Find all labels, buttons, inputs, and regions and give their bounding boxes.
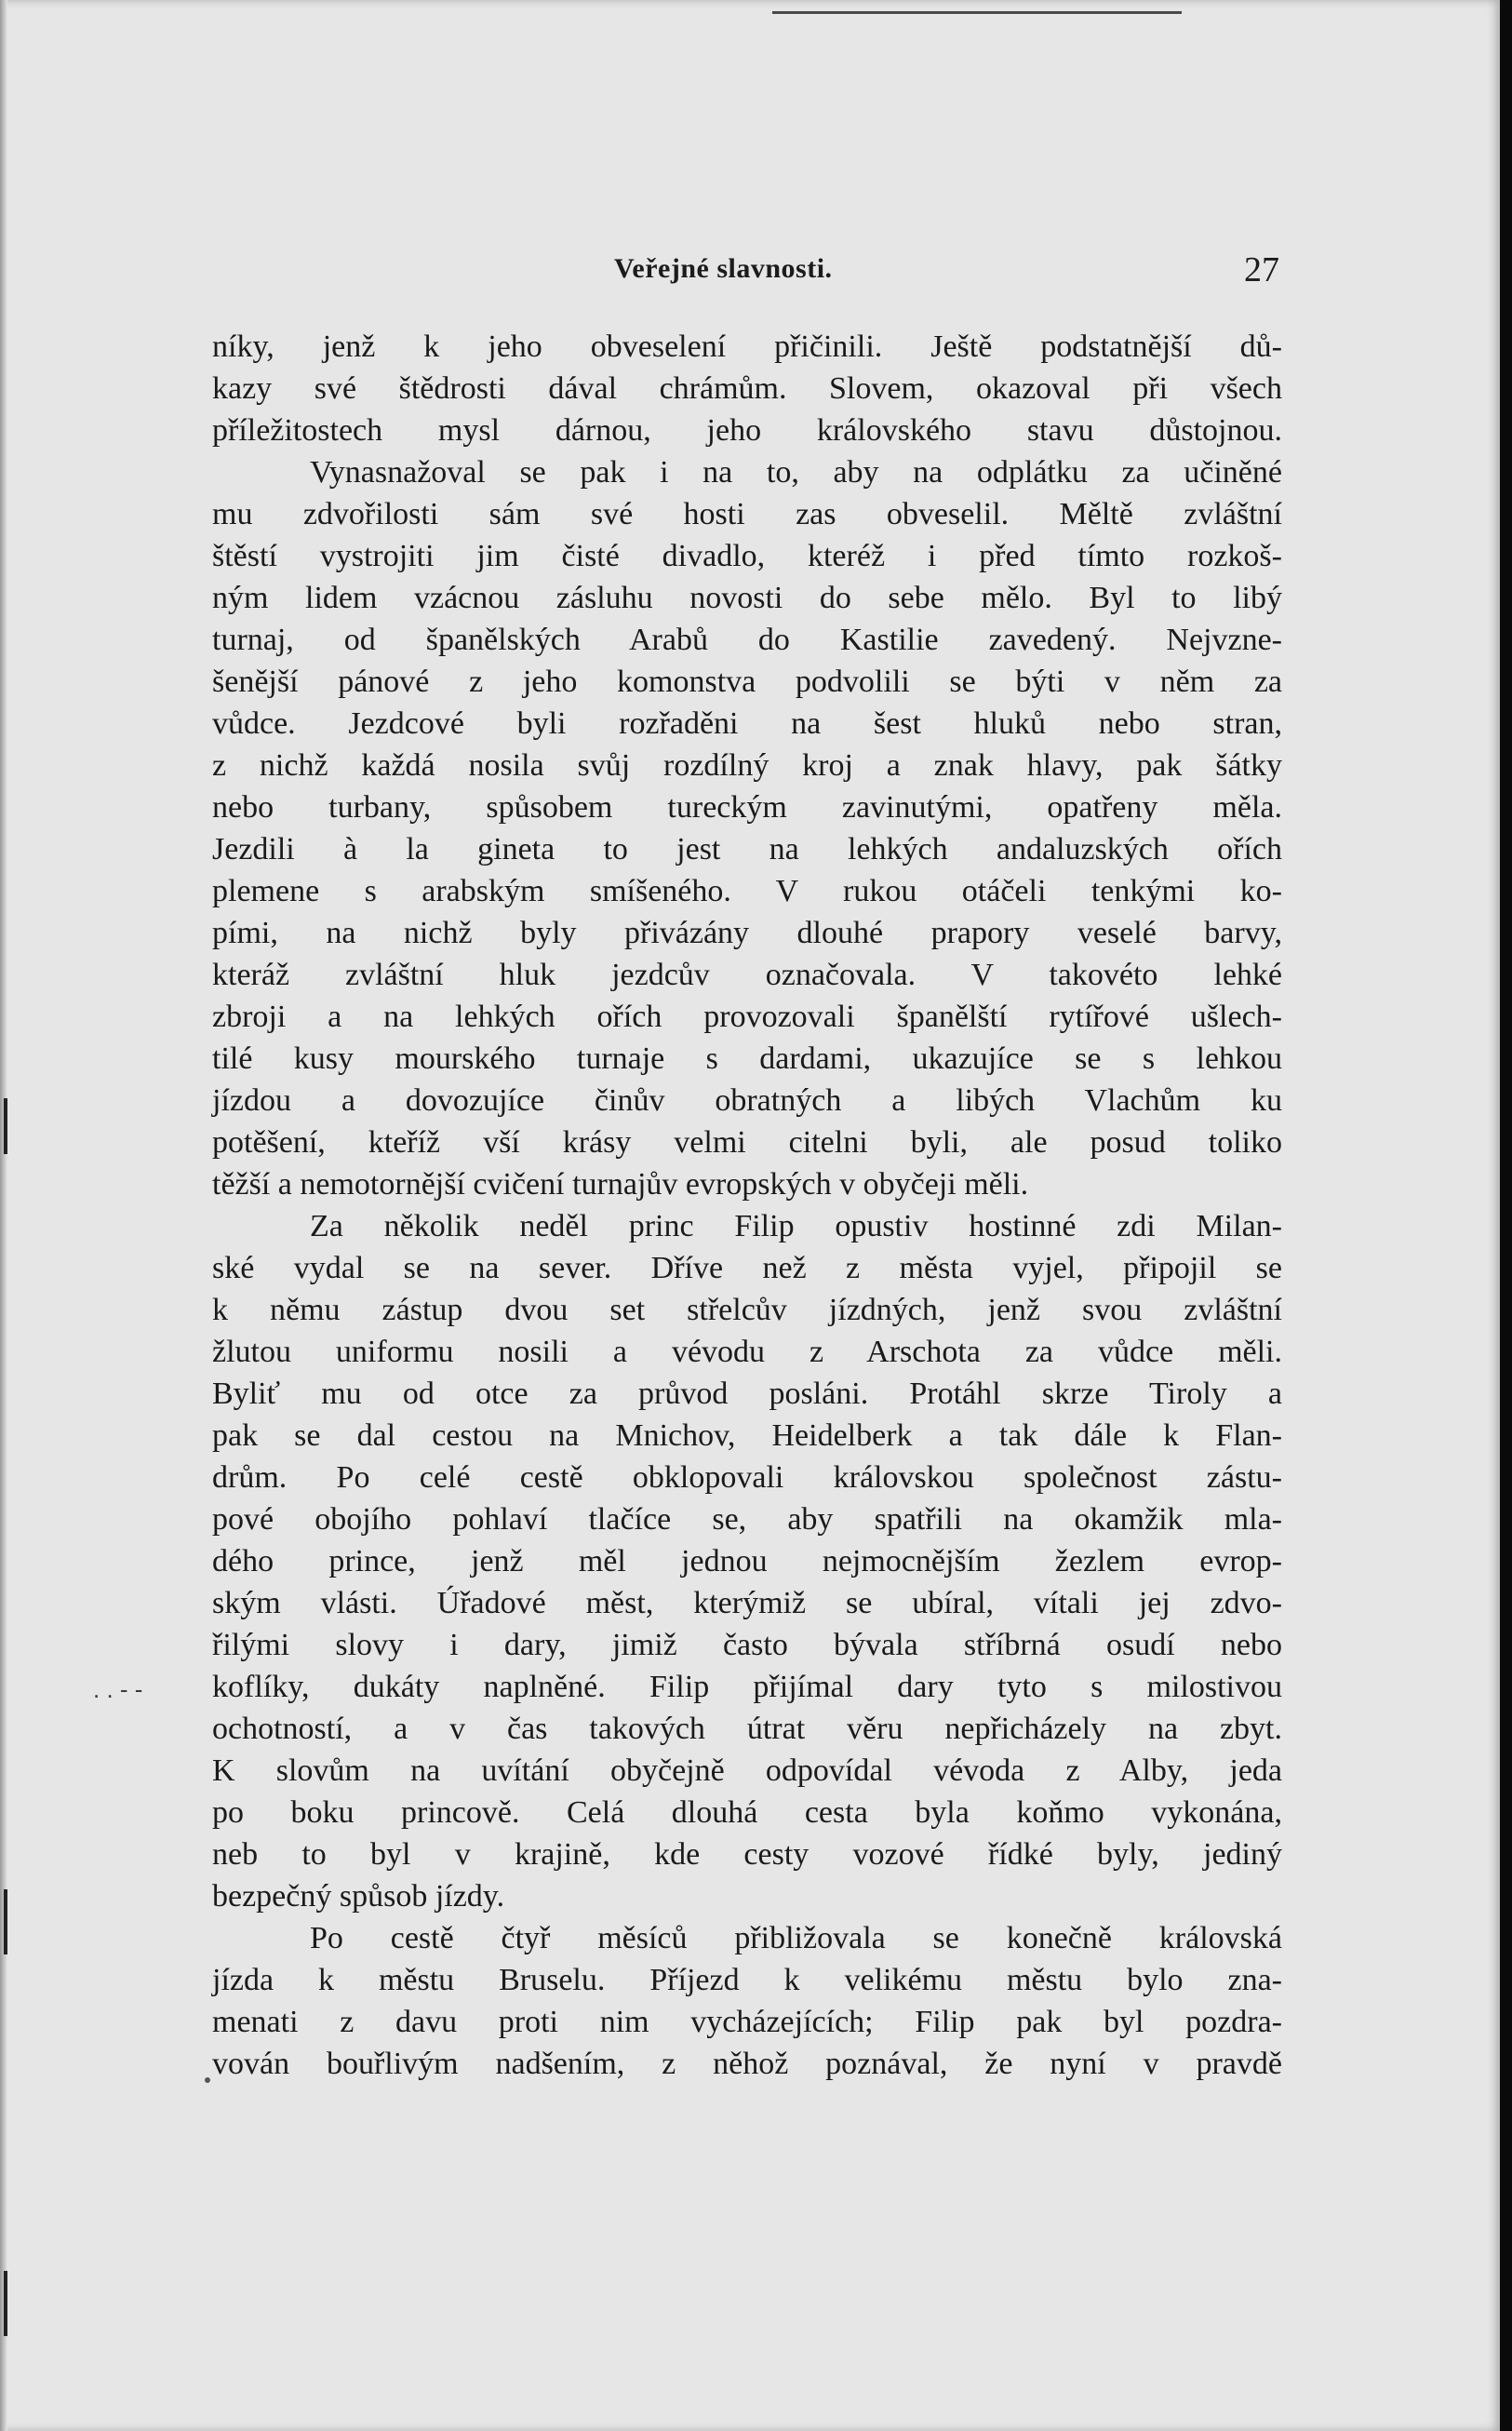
page-gutter-shadow [0,0,7,2431]
running-title: Veřejné slavnosti. [614,253,833,284]
page-number: 27 [1244,250,1279,289]
text-line: zbroji a na lehkých ořích provozovali španělští rytířové ušlech- [212,1000,1282,1034]
text-line: níky, jenž k jeho obveselení přičinili. Ještě podstatnější dů- [212,329,1282,364]
text-line: pími, na nichž byly přivázány dlouhé prapory veselé barvy, [212,916,1282,950]
margin-tick [4,1889,7,1954]
text-line: menati z davu proti nim vycházejících; Filip pak byl pozdra- [212,2005,1282,2039]
text-line: ochotností, a v čas takových útrat věru nepřicházely na zbyt. [212,1712,1282,1746]
text-line: žlutou uniformu nosili a vévodu z Arschota za vůdce měli. [212,1335,1282,1369]
body-text [212,326,1282,2085]
text-line: štěstí vystrojiti jim čisté divadlo, kteréž i před tímto rozkoš- [212,539,1282,573]
text-line: Po cestě čtyř měsíců přibližovala se konečně královská [310,1921,1282,1955]
text-line: dého prince, jenž měl jednou nejmocnějším žezlem evrop- [212,1544,1282,1578]
text-line: pové obojího pohlaví tlačíce se, aby spatřili na okamžik mla- [212,1502,1282,1537]
text-line: Byliť mu od otce za průvod posláni. Protáhl skrze Tiroly a [212,1377,1282,1411]
text-line: neb to byl v krajině, kde cesty vozové řídké byly, jediný [212,1837,1282,1872]
text-line: nebo turbany, spůsobem tureckým zavinutými, opatřeny měla. [212,790,1282,825]
text-line: šenější pánové z jeho komonstva podvolili se býti v něm za [212,665,1282,699]
text-line: ské vydal se na sever. Dříve než z města vyjel, připojil se [212,1251,1282,1285]
text-line: pak se dal cestou na Mnichov, Heidelberk a tak dále k Flan- [212,1418,1282,1453]
text-line: těžší a nemotornější cvičení turnajův evropských v obyčeji měli. [212,1167,1029,1202]
text-line: ským vlásti. Úřadové měst, kterýmiž se ubíral, vítali jej zdvo- [212,1586,1282,1620]
text-line: jízdou a dovozujíce činův obratných a libých Vlachům ku [212,1083,1282,1118]
text-line: Jezdili à la gineta to jest na lehkých andaluzských ořích [212,832,1282,866]
text-line: turnaj, od španělských Arabů do Kastilie zavedený. Nejvzne- [212,623,1282,657]
margin-tick [4,2271,7,2336]
text-line: Za několik neděl princ Filip opustiv hostinné zdi Milan- [310,1209,1282,1243]
text-line: z nichž každá nosila svůj rozdílný kroj a znak hlavy, pak šátky [212,748,1282,783]
running-header [214,249,1279,296]
stray-marks: . . - - [93,1675,143,1703]
text-line: příležitostech mysl dárnou, jeho královského stavu důstojnou. [212,413,1282,448]
text-line: bezpečný spůsob jízdy. [212,1879,505,1914]
stray-dot [205,2077,210,2083]
text-line: Vynasnažoval se pak i na to, aby na odplátku za učiněné [310,455,1282,490]
text-line: po boku princově. Celá dlouhá cesta byla koňmo vykonána, [212,1795,1282,1830]
margin-tick [4,1098,7,1154]
text-line: drům. Po celé cestě obklopovali královskou společnost zástu- [212,1460,1282,1495]
text-line: k němu zástup dvou set střelcův jízdných, jenž svou zvláštní [212,1293,1282,1327]
text-line: řilými slovy i dary, jimiž často bývala stříbrná osudí nebo [212,1628,1282,1662]
text-line: koflíky, dukáty naplněné. Filip přijímal dary tyto s milostivou [212,1670,1282,1704]
text-line: jízda k městu Bruselu. Příjezd k velikému městu bylo zna- [212,1963,1282,1997]
text-line: vůdce. Jezdcové byli rozřaděni na šest hluků nebo stran, [212,706,1282,741]
text-line: vován bouřlivým nadšením, z něhož poznával, že nyní v pravdě [212,2047,1282,2081]
top-rule [772,11,1182,14]
text-line: plemene s arabským smíšeného. V rukou otáčeli tenkými ko- [212,874,1282,908]
text-line: kazy své štědrosti dával chrámům. Slovem, okazoval při všech [212,371,1282,406]
text-line: tilé kusy mourského turnaje s dardami, ukazujíce se s lehkou [212,1041,1282,1076]
text-line: potěšení, kteříž vší krásy velmi citelni byli, ale posud toliko [212,1125,1282,1160]
text-line: mu zdvořilosti sám své hosti zas obveselil. Měltě zvláštní [212,497,1282,531]
text-line: K slovům na uvítání obyčejně odpovídal vévoda z Alby, jeda [212,1753,1282,1788]
text-line: kteráž zvláštní hluk jezdcův označovala. V takovéto lehké [212,958,1282,992]
text-line: ným lidem vzácnou zásluhu novosti do sebe mělo. Byl to libý [212,581,1282,615]
